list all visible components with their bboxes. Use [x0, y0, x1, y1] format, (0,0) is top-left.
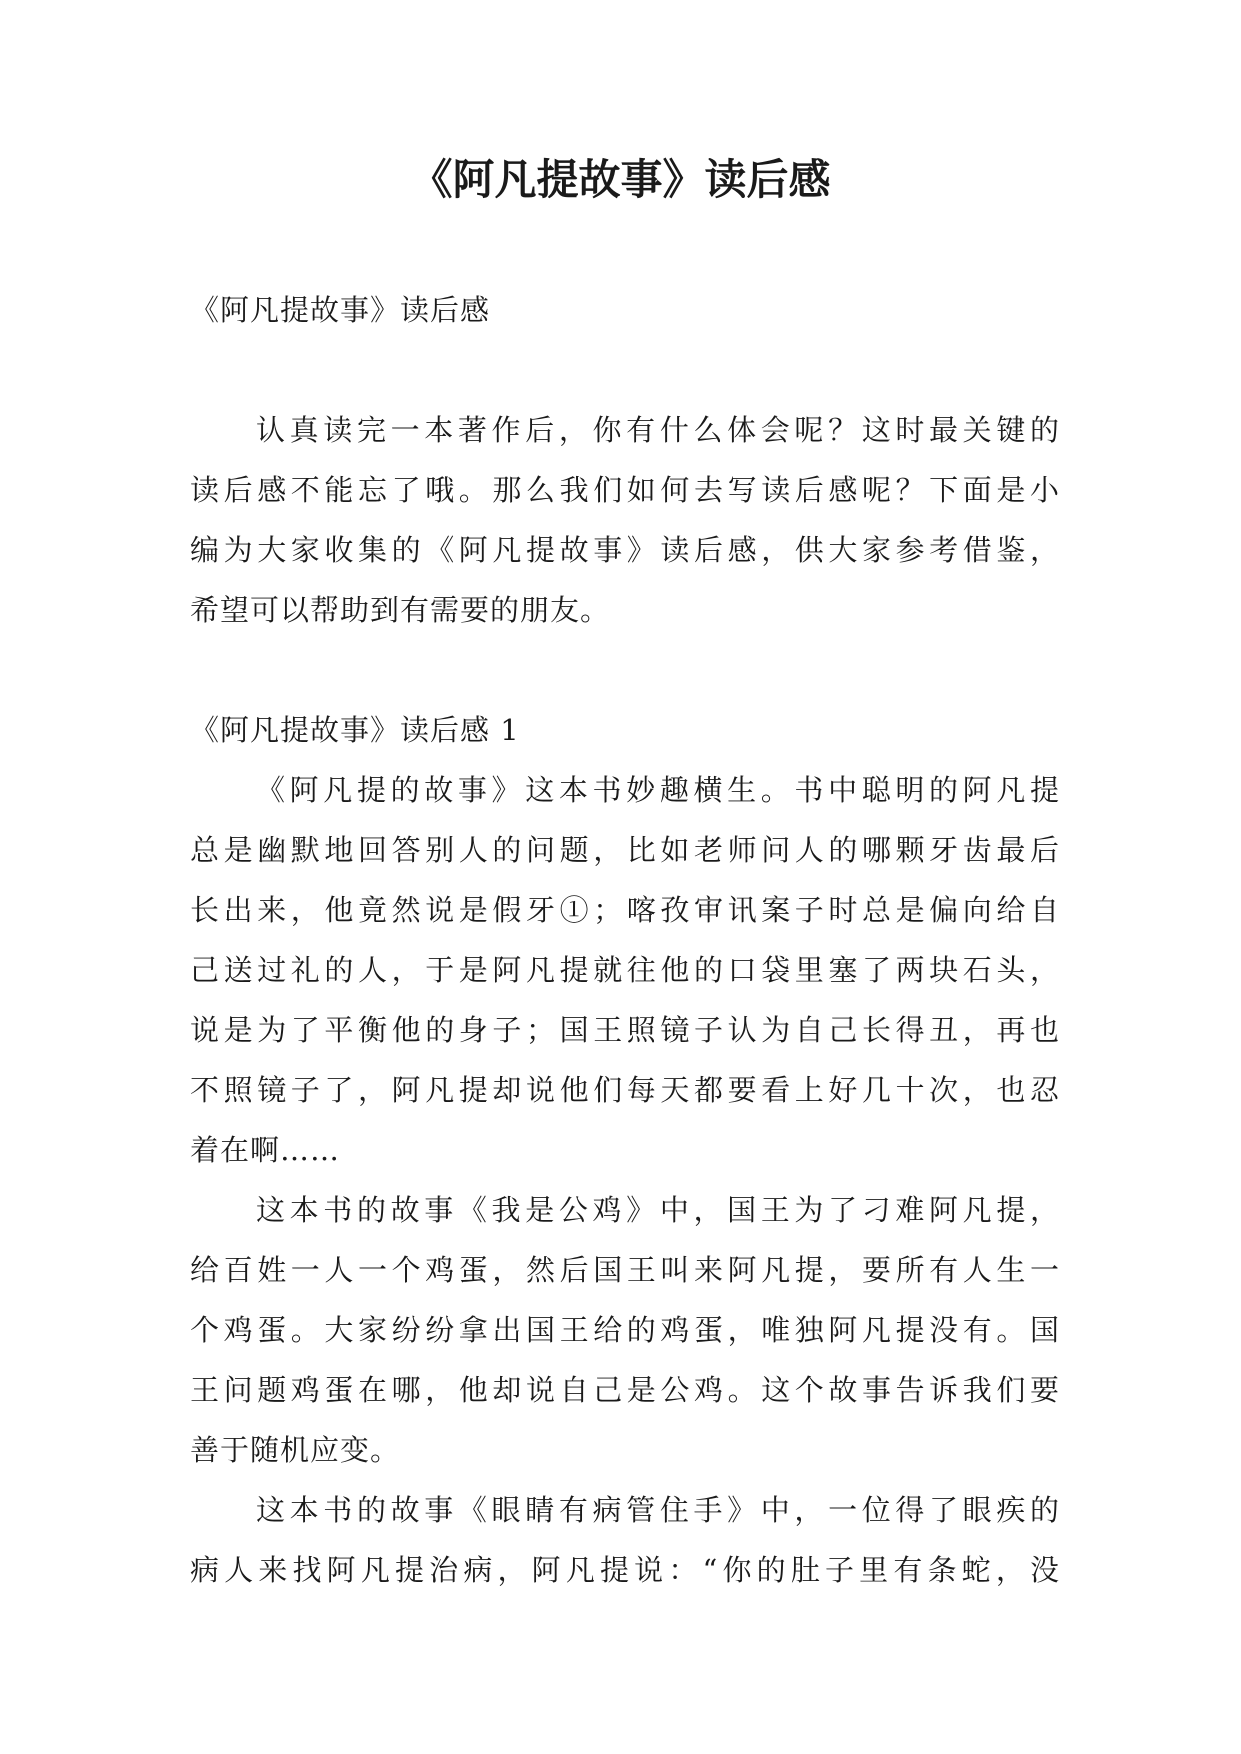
text-line: 病人来找阿凡提治病，阿凡提说：“你的肚子里有条蛇，没: [190, 1553, 1060, 1587]
intro-paragraph: [190, 400, 1060, 640]
text-line: 这本书的故事《我是公鸡》中，国王为了刁难阿凡提，: [256, 1193, 1060, 1227]
text-line: 长出来，他竟然说是假牙①；喀孜审讯案子时总是偏向给自: [190, 893, 1060, 927]
text-line: 读后感不能忘了哦。那么我们如何去写读后感呢？下面是小: [190, 473, 1060, 507]
text-line: 着在啊……: [190, 1133, 341, 1167]
text-line: 王问题鸡蛋在哪，他却说自己是公鸡。这个故事告诉我们要: [190, 1373, 1060, 1407]
section-heading: 《阿凡提故事》读后感 1: [190, 713, 520, 747]
subtitle: 《阿凡提故事》读后感: [190, 293, 491, 327]
text-line: 说是为了平衡他的身子；国王照镜子认为自己长得丑，再也: [190, 1013, 1060, 1047]
text-line: 这本书的故事《眼睛有病管住手》中，一位得了眼疾的: [256, 1493, 1060, 1527]
text-line: 善于随机应变。: [190, 1433, 401, 1467]
text-line: 己送过礼的人，于是阿凡提就往他的口袋里塞了两块石头，: [190, 953, 1060, 987]
spacer: [190, 340, 1060, 400]
text-line: 给百姓一人一个鸡蛋，然后国王叫来阿凡提，要所有人生一: [190, 1253, 1060, 1287]
document-body: [190, 280, 1060, 1600]
paragraph-1: [190, 760, 1060, 1180]
text-line: 编为大家收集的《阿凡提故事》读后感，供大家参考借鉴，: [190, 533, 1060, 567]
text-line: 希望可以帮助到有需要的朋友。: [190, 593, 611, 627]
paragraph-2: [190, 1180, 1060, 1480]
spacer: [190, 640, 1060, 700]
text-line: 认真读完一本著作后，你有什么体会呢？这时最关键的: [256, 413, 1060, 447]
text-line: 个鸡蛋。大家纷纷拿出国王给的鸡蛋，唯独阿凡提没有。国: [190, 1313, 1060, 1347]
document-title: 《阿凡提故事》读后感: [410, 155, 831, 204]
paragraph-3: [190, 1480, 1060, 1600]
text-line: 总是幽默地回答别人的问题，比如老师问人的哪颗牙齿最后: [190, 833, 1060, 867]
text-line: 不照镜子了，阿凡提却说他们每天都要看上好几十次，也忍: [190, 1073, 1060, 1107]
text-line: 《阿凡提的故事》这本书妙趣横生。书中聪明的阿凡提: [256, 773, 1060, 807]
